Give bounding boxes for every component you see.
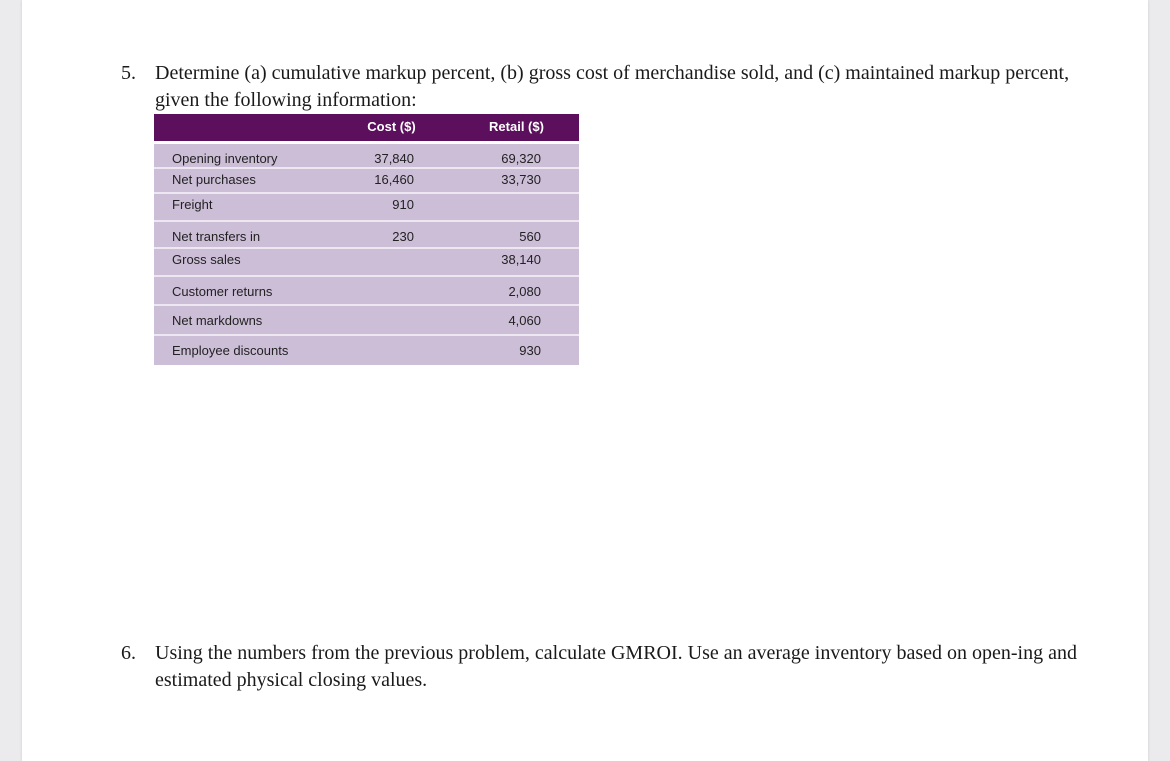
row-cost: 230 [392, 229, 414, 244]
row-cost: 910 [392, 197, 414, 212]
row-retail: 930 [519, 343, 541, 358]
table-row [154, 249, 579, 277]
table-row [154, 169, 579, 194]
row-cost: 37,840 [374, 151, 414, 166]
row-retail: 33,730 [501, 172, 541, 187]
table-row [154, 336, 579, 365]
row-retail: 560 [519, 229, 541, 244]
row-retail: 4,060 [508, 313, 541, 328]
document-page [22, 0, 1148, 761]
row-retail: 69,320 [501, 151, 541, 166]
row-label: Gross sales [172, 252, 241, 267]
row-label: Opening inventory [172, 151, 278, 166]
table-header-row [154, 114, 579, 141]
row-label: Net markdowns [172, 313, 263, 328]
table-row [154, 306, 579, 336]
row-label: Net purchases [172, 172, 256, 187]
row-label: Customer returns [172, 284, 273, 299]
row-label: Employee discounts [172, 343, 289, 358]
table-row [154, 144, 579, 169]
question-6-number: 6. [121, 642, 136, 664]
question-5-text: Determine (a) cumulative markup percent, (b) gross cost of merchandise sold, and (c) maintained markup percent, given the following information: [155, 62, 1070, 111]
row-label: Net transfers in [172, 229, 261, 244]
inventory-table [154, 114, 579, 365]
table-row [154, 277, 579, 306]
column-header-cost: Cost ($) [367, 119, 416, 134]
table-row [154, 194, 579, 222]
row-label: Freight [172, 197, 213, 212]
row-retail: 2,080 [508, 284, 541, 299]
question-6-text: Using the numbers from the previous problem, calculate GMROI. Use an average inventory based on open-ing and estimated physical closing values. [155, 642, 1077, 691]
column-header-retail: Retail ($) [489, 119, 544, 134]
table-row [154, 222, 579, 249]
row-retail: 38,140 [501, 252, 541, 267]
question-5-number: 5. [121, 62, 136, 84]
row-cost: 16,460 [374, 172, 414, 187]
